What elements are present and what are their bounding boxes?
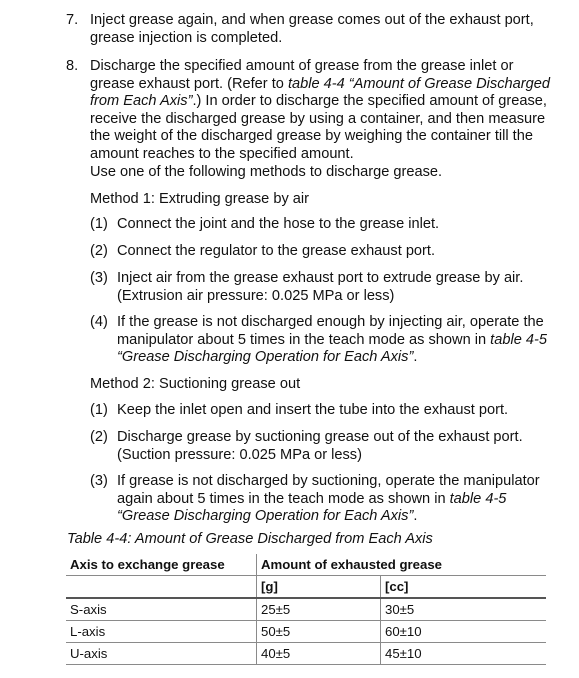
- item-text-line: Discharge grease by suctioning grease out of the exhaust port.: [117, 429, 523, 445]
- step-number: 7.: [66, 12, 79, 28]
- item-number: (3): [90, 270, 108, 286]
- unit-cc: [cc]: [381, 576, 547, 599]
- cell-axis: L-axis: [66, 621, 257, 643]
- header-axis: Axis to exchange grease: [66, 554, 257, 576]
- method-2-item: [90, 429, 552, 464]
- item-text-part: .: [413, 349, 418, 366]
- item-text-line: Inject air from the grease exhaust port to extrude grease by air.: [117, 270, 524, 286]
- step-text-part: .) In order to discharge the specified amount of grease, receive the discharged grease by using a container, and then measure the weight of the discharged grease by weighing the container till the amount reaches to the specified amount.: [90, 93, 547, 162]
- unit-g: [g]: [257, 576, 381, 599]
- step-text-part: Discharge the specified amount of grease from the grease inlet or grease exhaust port. (Refer to: [90, 58, 514, 92]
- item-text: [117, 270, 552, 305]
- table-row: [66, 643, 546, 665]
- method-1-item: [90, 243, 552, 261]
- item-text: Keep the inlet open and insert the tube into the exhaust port.: [117, 402, 509, 418]
- item-number: (4): [90, 314, 108, 330]
- table-row: [66, 598, 546, 621]
- table-unit-row: [66, 576, 546, 599]
- cell-cc: 60±10: [381, 621, 547, 643]
- unit-blank: [66, 576, 257, 599]
- method-1-item: [90, 216, 552, 234]
- step-text: [90, 58, 556, 181]
- cell-cc: 45±10: [381, 643, 547, 665]
- header-amount: Amount of exhausted grease: [257, 554, 547, 576]
- item-number: (3): [90, 473, 108, 489]
- item-number: (1): [90, 402, 108, 418]
- method-1-item: [90, 270, 552, 305]
- item-number: (1): [90, 216, 108, 232]
- item-text: [117, 314, 552, 367]
- item-text-part: .: [413, 508, 418, 525]
- cell-g: 25±5: [257, 598, 381, 621]
- item-text: Connect the regulator to the grease exhaust port.: [117, 243, 436, 259]
- table-reference-link[interactable]: table 4-5 “Grease Discharging Operation for Each Axis”: [117, 490, 507, 525]
- item-text-line: (Suction pressure: 0.025 MPa or less): [117, 446, 362, 463]
- item-text-part: If the grease is not discharged enough by injecting air, operate the manipulator about 5 times in the teach mode as shown in: [117, 314, 544, 348]
- cell-axis: U-axis: [66, 643, 257, 665]
- grease-amount-table: [66, 554, 546, 665]
- step-text-part: Use one of the following methods to discharge grease.: [90, 163, 443, 180]
- item-text-part: If grease is not discharged by suctioning, operate the manipulator again about 5 times in the teach mode as shown in: [117, 473, 540, 507]
- cell-g: 50±5: [257, 621, 381, 643]
- step-8: [66, 58, 556, 181]
- table-reference-link[interactable]: table 4-4 “Amount of Grease Discharged from Each Axis”: [90, 75, 550, 110]
- method-2-title: Method 2: Suctioning grease out: [90, 376, 301, 392]
- table-reference-link[interactable]: table 4-5 “Grease Discharging Operation for Each Axis”: [117, 331, 547, 366]
- item-text: Connect the joint and the hose to the grease inlet.: [117, 216, 440, 232]
- method-2-item: [90, 473, 552, 526]
- table-row: [66, 621, 546, 643]
- item-number: (2): [90, 243, 108, 259]
- step-text: Inject grease again, and when grease comes out of the exhaust port, grease injection is completed.: [90, 12, 534, 46]
- method-1-title: Method 1: Extruding grease by air: [90, 191, 310, 207]
- table-header-row: [66, 554, 546, 576]
- step-number: 8.: [66, 58, 79, 74]
- cell-axis: S-axis: [66, 598, 257, 621]
- cell-cc: 30±5: [381, 598, 547, 621]
- method-2-item: [90, 402, 552, 420]
- item-number: (2): [90, 429, 108, 445]
- table-caption: Table 4-4: Amount of Grease Discharged from Each Axis: [67, 531, 433, 547]
- step-7: [66, 12, 556, 47]
- cell-g: 40±5: [257, 643, 381, 665]
- method-1-item: [90, 314, 552, 367]
- item-text: [117, 473, 552, 526]
- item-text-line: (Extrusion air pressure: 0.025 MPa or less): [117, 287, 395, 304]
- item-text: [117, 429, 552, 464]
